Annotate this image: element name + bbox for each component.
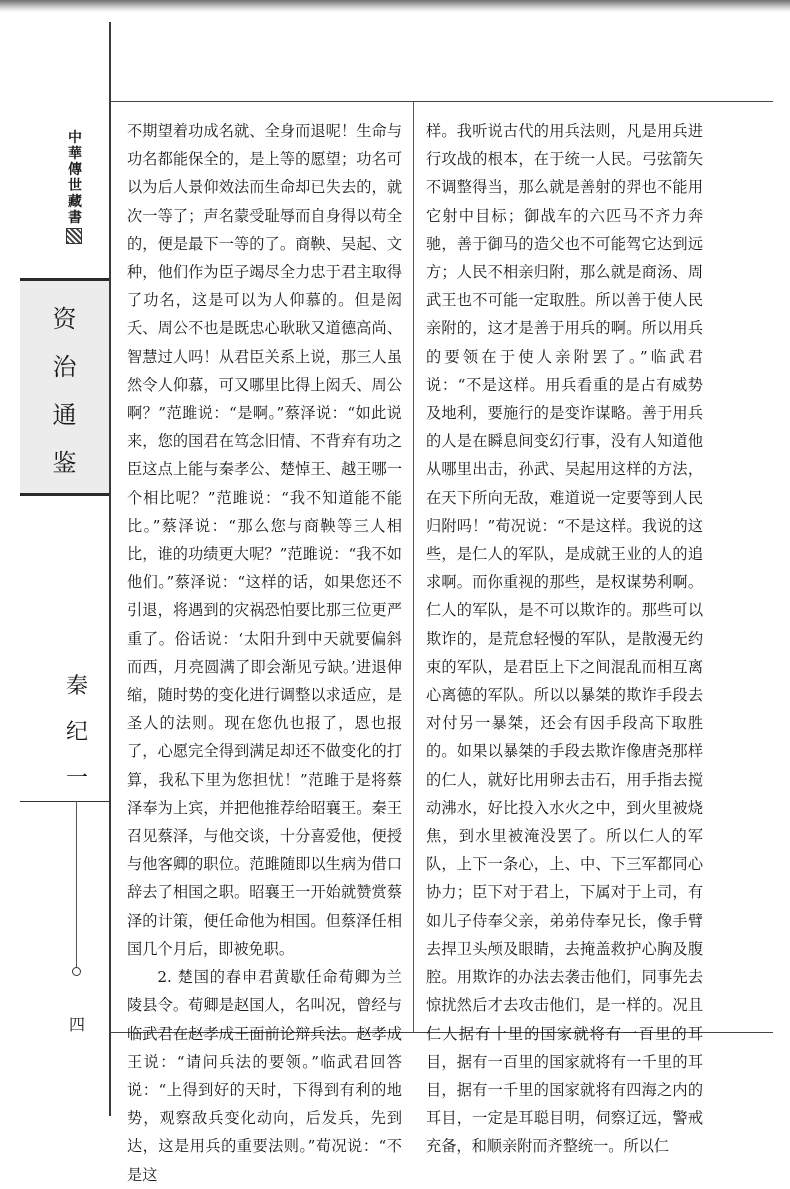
- series-title-char: 世: [68, 178, 82, 194]
- margin-thin-rule: [76, 801, 77, 971]
- seal-stamp-icon: [66, 228, 82, 244]
- series-title-char: 華: [68, 146, 82, 162]
- page-top-edge: [0, 0, 790, 12]
- paragraph: 2. 楚国的春申君黄歇任命荀卿为兰陵县令。荀卿是赵国人，名叫况，曾经与临武君在赵孝成王面前论辩兵法。赵孝成王说：“请问兵法的要领。”临武君回答说：“上得到好的天时，下得到有利的地势，观察敌兵变化动向，后发兵，先到达，这是用兵的重要法则。”荀况说：“不是这: [127, 968, 402, 1184]
- circle-ornament-icon: [72, 967, 81, 976]
- book-title-char: 资: [52, 305, 77, 333]
- book-title-char: 治: [52, 353, 77, 381]
- series-title-char: 中: [68, 130, 82, 146]
- chapter-char: 纪: [65, 720, 88, 745]
- series-title-char: 藏: [68, 194, 82, 210]
- book-title-char: 鉴: [52, 449, 77, 477]
- paragraph: 样。我听说古代的用兵法则，凡是用兵进行攻战的根本，在于统一人民。弓弦箭矢不调整得当，那么就是善射的羿也不能用它射中目标；御战车的六匹马不齐力奔驰，善于御马的造父也不可能驾它达到远方；人民不相亲归附，那么就是商汤、周武王也不可能一定取胜。所以善于使人民亲附的，这才是善于用兵的啊。所以用兵的要领在于使人亲附罢了。”临武君说：“不是这样。用兵看重的是占有威势及地利，要施行的是变诈谋略。善于用兵的人是在瞬息间变幻行事，没有人知道他从哪里出击，孙武、吴起用这样的方法，在天下所向无敌，难道说一定要等到人民归附吗！”荀况说：“不是这样。我说的这些，是仁人的军队，是成就王业的人的追求啊。而你重视的那些，是权谋势利啊。仁人的军队，是不可以欺诈的。那些可以欺诈的，是荒怠轻慢的军队，是散漫无约束的军队，是君臣上下之间混乱而相互离心离德的军队。所以以暴桀的欺诈手段去对付另一暴桀，还会有因手段高下取胜的。如果以暴桀的手段去欺诈像唐尧那样的仁人，就好比用卵去击石，用手指去搅动沸水，好比投入水火之中，到火里被烧焦，到水里被淹没罢了。所以仁人的军队，上下一条心，上、中、下三军都同心协力；臣下对于君上，下属对于上司，有如儿子侍奉父亲，弟弟侍奉兄长，像手臂去捍卫头颅及眼睛，去掩盖救护心胸及腹腔。用欺诈的办法去袭击他们，同事先去惊扰然后才去攻击他们，是一样的。况且仁人据有十里的国家就将有一百里的耳目，据有一百里的国家就将有一千里的耳目，据有一千里的国家就将有四海之内的耳目，一定是耳聪目明，伺察辽远，警戒充备，和顺亲附而齐整统一。所以仁: [426, 122, 703, 1156]
- book-title-panel: [20, 278, 109, 496]
- chapter-rule: [20, 801, 109, 802]
- right-text-column: [426, 117, 703, 1156]
- book-title-char: 通: [52, 401, 77, 429]
- series-title: [66, 130, 84, 226]
- chapter-char: 一: [65, 766, 88, 791]
- header-rule: [109, 101, 773, 102]
- margin-vertical-rule: [109, 22, 111, 1116]
- chapter-title: [62, 664, 92, 802]
- left-text-column: [127, 117, 402, 1184]
- page-number: 四: [68, 1015, 85, 1034]
- series-title-char: 書: [68, 210, 82, 226]
- series-title-char: 傳: [68, 162, 82, 178]
- paragraph: 不期望着功成名就、全身而退呢！生命与功名都能保全的，是上等的愿望；功名可以为后人景仰效法而生命却已失去的，就次一等了；声名蒙受耻辱而自身得以苟全的，便是最下一等的了。商鞅、吴起、文种，他们作为臣子竭尽全力忠于君主取得了功名，这是可以为人仰慕的。但是闳夭、周公不也是既忠心耿耿又道德高尚、智慧过人吗！从君臣关系上说，那三人虽然令人仰慕，可又哪里比得上闳夭、周公啊？”范雎说：“是啊。”蔡泽说：“如此说来，您的国君在笃念旧情、不背弃有功之臣这点上能与秦孝公、楚悼王、越王哪一个相比呢？”范雎说：“我不知道能不能比。”蔡泽说：“那么您与商鞅等三人相比，谁的功绩更大呢？”范雎说：“我不如他们。”蔡泽说：“这样的话，如果您还不引退，将遇到的灾祸恐怕要比那三位更严重了。俗话说：‘太阳升到中天就要偏斜而西，月亮圆满了即会渐见亏缺。’进退伸缩，随时势的变化进行调整以求适应，是圣人的法则。现在您仇也报了，恩也报了，心愿完全得到满足却还不做变化的打算，我私下里为您担忧！”范雎于是将蔡泽奉为上宾，并把他推荐给昭襄王。秦王召见蔡泽，与他交谈，十分喜爱他，便授与他客卿的职位。范雎随即以生病为借口辞去了相国之职。昭襄王一开始就赞赏蔡泽的计策，便任命他为相国。但蔡泽任相国几个月后，即被免职。: [127, 122, 402, 958]
- chapter-char: 秦: [65, 674, 88, 699]
- book-title: [20, 295, 109, 487]
- column-divider: [413, 102, 414, 1032]
